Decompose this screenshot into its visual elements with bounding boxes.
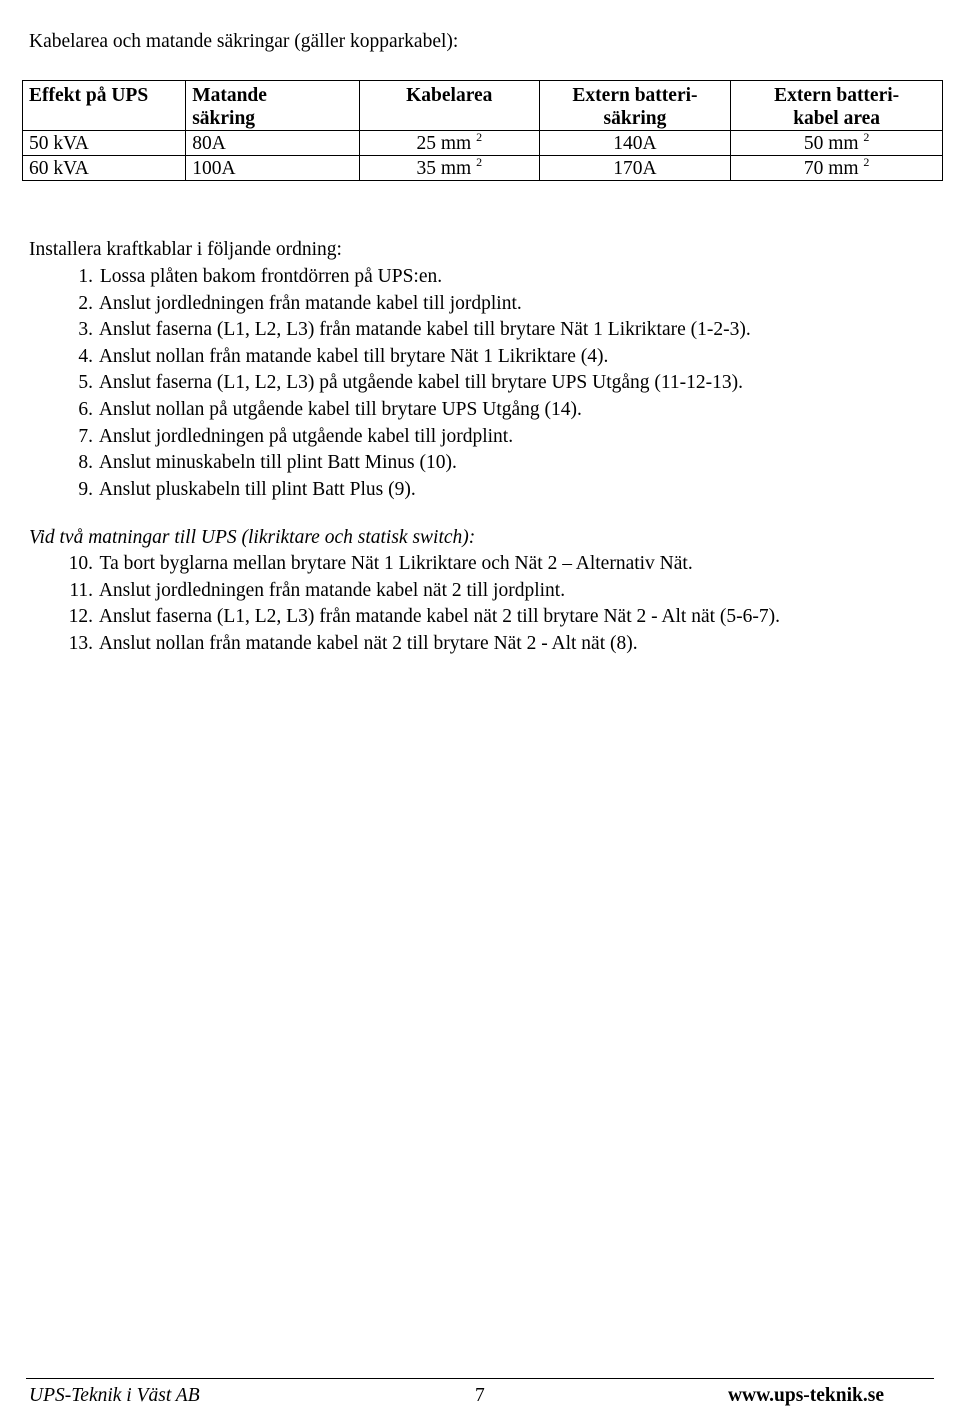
cable-table (22, 80, 943, 181)
list-item: 7. Anslut jordledningen på utgående kabel till jordplint. (78, 425, 514, 447)
list-item: 9. Anslut pluskabeln till plint Batt Plus (9). (78, 478, 416, 500)
table-cell: 140A (539, 131, 731, 156)
table-cell: 35 mm $^2$ (359, 156, 539, 181)
footer-website-link[interactable]: www.ups-teknik.se (727, 1385, 884, 1406)
list-item: 13. Anslut nollan från matande kabel nät 2 till brytare Nät 2 - Alt nät (8). (68, 632, 638, 654)
dual-feed-steps-list (29, 551, 780, 657)
page-footer (29, 1385, 884, 1409)
intro-text: Kabelarea och matande säkringar (gäller kopparkabel): (29, 31, 459, 52)
list-item: 10. Ta bort byglarna mellan brytare Nät 1 Likriktare och Nät 2 – Alternativ Nät. (68, 553, 693, 574)
table-header-row (23, 81, 943, 131)
table-row (23, 131, 943, 156)
list-item: 12. Anslut faserna (L1, L2, L3) från matande kabel nät 2 till brytare Nät 2 - Alt nät (5-6-7). (68, 606, 780, 628)
header-cell-batterikabel: Extern batteri- kabel area (731, 81, 943, 131)
list-item: 2. Anslut jordledningen från matande kabel till jordplint. (78, 292, 522, 314)
table-cell: 70 mm $^2$ (731, 156, 943, 181)
list-item: 11. Anslut jordledningen från matande kabel nät 2 till jordplint. (69, 579, 566, 601)
list-item: 1. Lossa plåten bakom frontdörren på UPS:en. (78, 266, 443, 287)
list-item: 4. Anslut nollan från matande kabel till brytare Nät 1 Likriktare (4). (78, 345, 609, 367)
list-item: 5. Anslut faserna (L1, L2, L3) på utgående kabel till brytare UPS Utgång (11-12-13). (78, 372, 744, 394)
list-item: 8. Anslut minuskabeln till plint Batt Minus (10). (78, 452, 457, 474)
table-cell: 100A (186, 156, 360, 181)
table-cell: 50 mm $^2$ (731, 131, 943, 156)
header-cell-batterisakring: Extern batteri- säkring (539, 81, 731, 131)
install-steps-list (29, 264, 751, 503)
list-item: 3. Anslut faserna (L1, L2, L3) från matande kabel till brytare Nät 1 Likriktare (1-2-3). (78, 319, 751, 341)
header-cell-effekt: Effekt på UPS (23, 81, 186, 131)
table-cell: 25 mm $^2$ (359, 131, 539, 156)
steps-heading: Installera kraftkablar i följande ordning: (29, 239, 342, 260)
table-cell: 170A (539, 156, 731, 181)
list-item: 6. Anslut nollan på utgående kabel till brytare UPS Utgång (14). (78, 398, 582, 420)
table-cell: 60 kVA (23, 156, 186, 181)
table-cell: 50 kVA (23, 131, 186, 156)
header-cell-matande: Matande säkring (186, 81, 360, 131)
table-cell: 80A (186, 131, 360, 156)
table-row (23, 156, 943, 181)
dual-feed-heading: Vid två matningar till UPS (likriktare och statisk switch): (29, 527, 476, 548)
header-cell-kabelarea: Kabelarea (359, 81, 539, 131)
footer-company: UPS-Teknik i Väst AB (29, 1385, 200, 1406)
page-number: 7 (475, 1385, 485, 1406)
footer-divider (26, 1378, 934, 1379)
